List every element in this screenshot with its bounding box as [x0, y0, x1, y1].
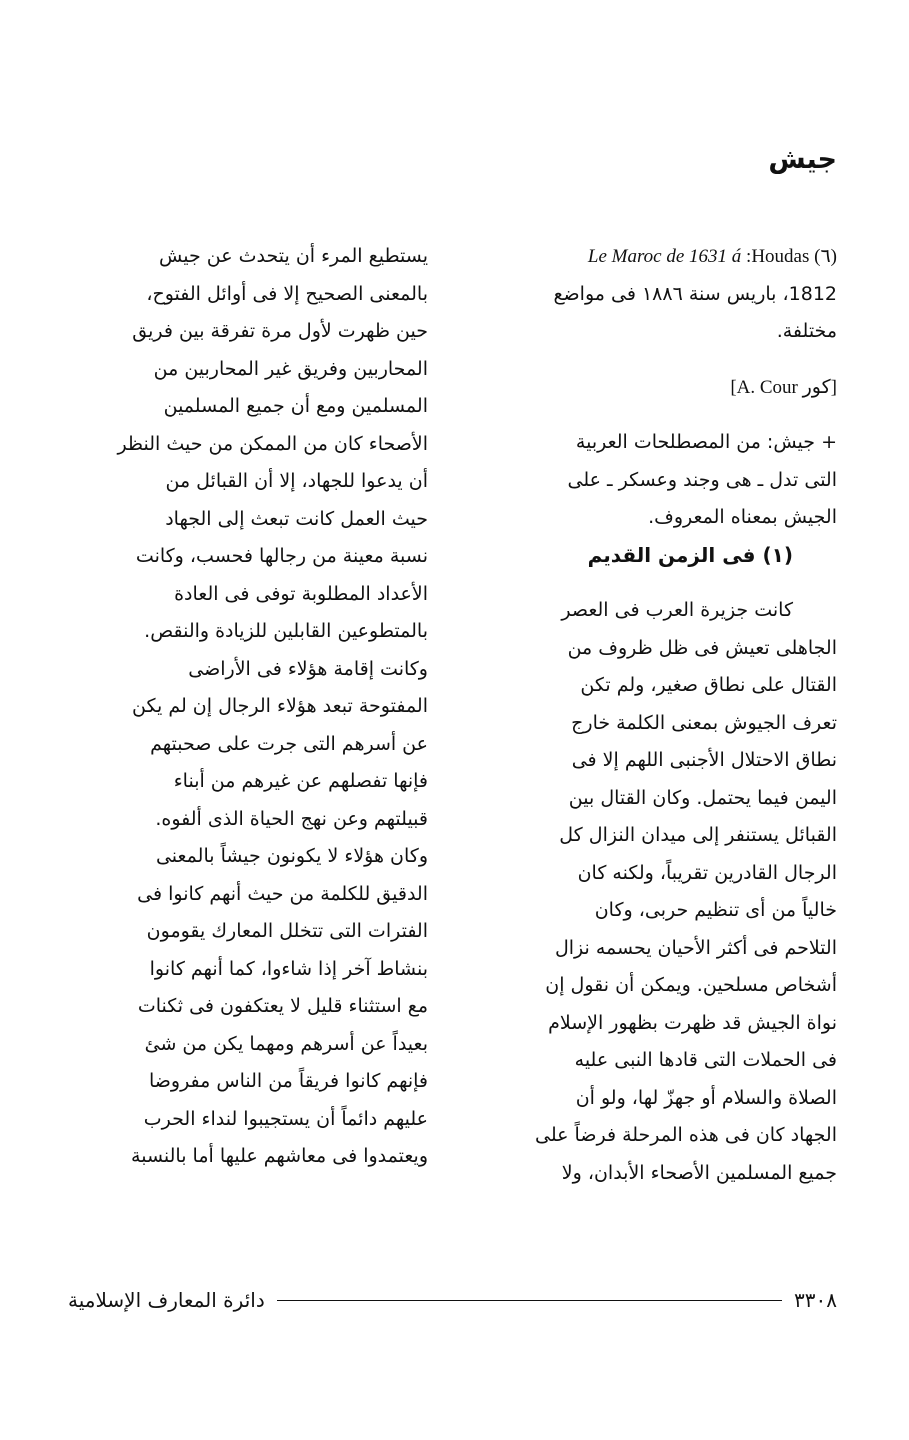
running-head: جيش [768, 144, 837, 175]
body-line: بعيداً عن أسرهم ومهما يكن من شئ [144, 1032, 428, 1055]
body-line: كانت جزيرة العرب فى العصر [561, 599, 793, 621]
reference-line-3: مختلفة. [776, 320, 837, 342]
section-heading: (١) فى الزمن القديم [587, 542, 793, 567]
reference-author: :Houdas [746, 246, 810, 267]
body-line: نطاق الاحتلال الأجنبى اللهم إلا فى [571, 749, 837, 771]
body-line: أشخاص مسلحين. ويمكن أن نقول إن [545, 974, 837, 996]
body-line: الجاهلى تعيش فى ظل ظروف من [567, 636, 837, 659]
body-line: الفترات التى تتخلل المعارك يقومون [146, 920, 428, 942]
body-line: بالمتطوعين القابلين للزيادة والنقص. [144, 620, 428, 642]
body-line: وكانت إقامة هؤلاء فى الأراضى [188, 657, 428, 680]
entry-line: التى تدل ـ هى وجند وعسكر ـ على [567, 468, 837, 491]
body-line: بنشاط آخر إذا شاءوا، كما أنهم كانوا [149, 957, 428, 980]
body-line: نواة الجيش قد ظهرت بظهور الإسلام [548, 1011, 837, 1034]
body-line: قبيلتهم وعن نهج الحياة الذى ألفوه. [155, 807, 428, 830]
body-line: الأصحاء كان من الممكن من حيث النظر [117, 432, 428, 455]
body-line: حيث العمل كانت تبعث إلى الجهاد [165, 507, 428, 530]
spacer [477, 351, 837, 369]
left-column [68, 238, 428, 1176]
body-line: الدقيق للكلمة من حيث أنهم كانوا فى [137, 882, 428, 905]
entry-line: + جيش: من المصطلحات العربية [575, 431, 837, 453]
footer-rule [277, 1300, 782, 1301]
body-line: اليمن فيما يحتمل. وكان القتال بين [568, 786, 837, 809]
body-line: بالمعنى الصحيح إلا فى أوائل الفتوح، [146, 282, 428, 305]
body-line: فإنها تفصلهم عن غيرهم من أبناء [173, 770, 428, 792]
body-line: الصلاة والسلام أو جهزّ لها، ولو أن [575, 1086, 837, 1109]
body-line: حين ظهرت لأول مرة تفرقة بين فريق [132, 320, 428, 342]
body-line: جميع المسلمين الأصحاء الأبدان، ولا [561, 1161, 837, 1184]
body-line: نسبة معينة من رجالها فحسب، وكانت [135, 545, 428, 567]
right-column [477, 238, 837, 1192]
body-line: القتال على نطاق صغير، ولم تكن [580, 674, 837, 696]
spacer [477, 574, 837, 592]
entry-line: الجيش بمعناه المعروف. [648, 506, 837, 528]
body-line: فإنهم كانوا فريقاً من الناس مفروضا [148, 1070, 428, 1092]
body-line: وكان هؤلاء لا يكونون جيشاً بالمعنى [155, 845, 428, 867]
body-line: القبائل يستنفر إلى ميدان النزال كل [559, 824, 837, 846]
body-line: ويعتمدوا فى معاشهم عليها أما بالنسبة [131, 1145, 428, 1167]
page-number: ٣٣٠٨ [794, 1288, 837, 1312]
body-line: خالياً من أى تنظيم حربى، وكان [594, 899, 837, 921]
body-line: تعرف الجيوش بمعنى الكلمة خارج [571, 711, 837, 734]
body-line: المحاربين وفريق غير المحاربين من [153, 357, 428, 380]
reference-number: (٦) [814, 246, 837, 267]
reference-line-2: 1812، باريس سنة ١٨٨٦ فى مواضع [553, 282, 837, 305]
body-line: فى الحملات التى قادها النبى عليه [574, 1049, 837, 1071]
page-footer [68, 1280, 837, 1320]
body-line: عليهم دائماً أن يستجيبوا لنداء الحرب [143, 1107, 428, 1130]
body-line: عن أسرهم التى جرت على صحبتهم [150, 732, 428, 755]
author-attribution: [A. Cour كور] [730, 376, 837, 398]
body-line: يستطيع المرء أن يتحدث عن جيش [159, 245, 428, 267]
reference-latin-title: Le Maroc de 1631 á [587, 246, 742, 267]
publication-title: دائرة المعارف الإسلامية [68, 1288, 265, 1312]
body-line: الرجال القادرين تقريباً، ولكنه كان [577, 861, 837, 884]
body-line: أن يدعوا للجهاد، إلا أن القبائل من [165, 470, 428, 492]
body-line: المفتوحة تبعد هؤلاء الرجال إن لم يكن [132, 695, 428, 717]
spacer [477, 406, 837, 424]
body-line: التلاحم فى أكثر الأحيان يحسمه نزال [554, 936, 837, 959]
body-line: الأعداد المطلوبة توفى فى العادة [174, 582, 428, 605]
reference-line [477, 238, 837, 276]
body-line: الجهاد كان فى هذه المرحلة فرضاً على [535, 1124, 837, 1146]
body-line: مع استثناء قليل لا يعتكفون فى ثكنات [137, 995, 428, 1017]
body-line: المسلمين ومع أن جميع المسلمين [163, 395, 428, 417]
